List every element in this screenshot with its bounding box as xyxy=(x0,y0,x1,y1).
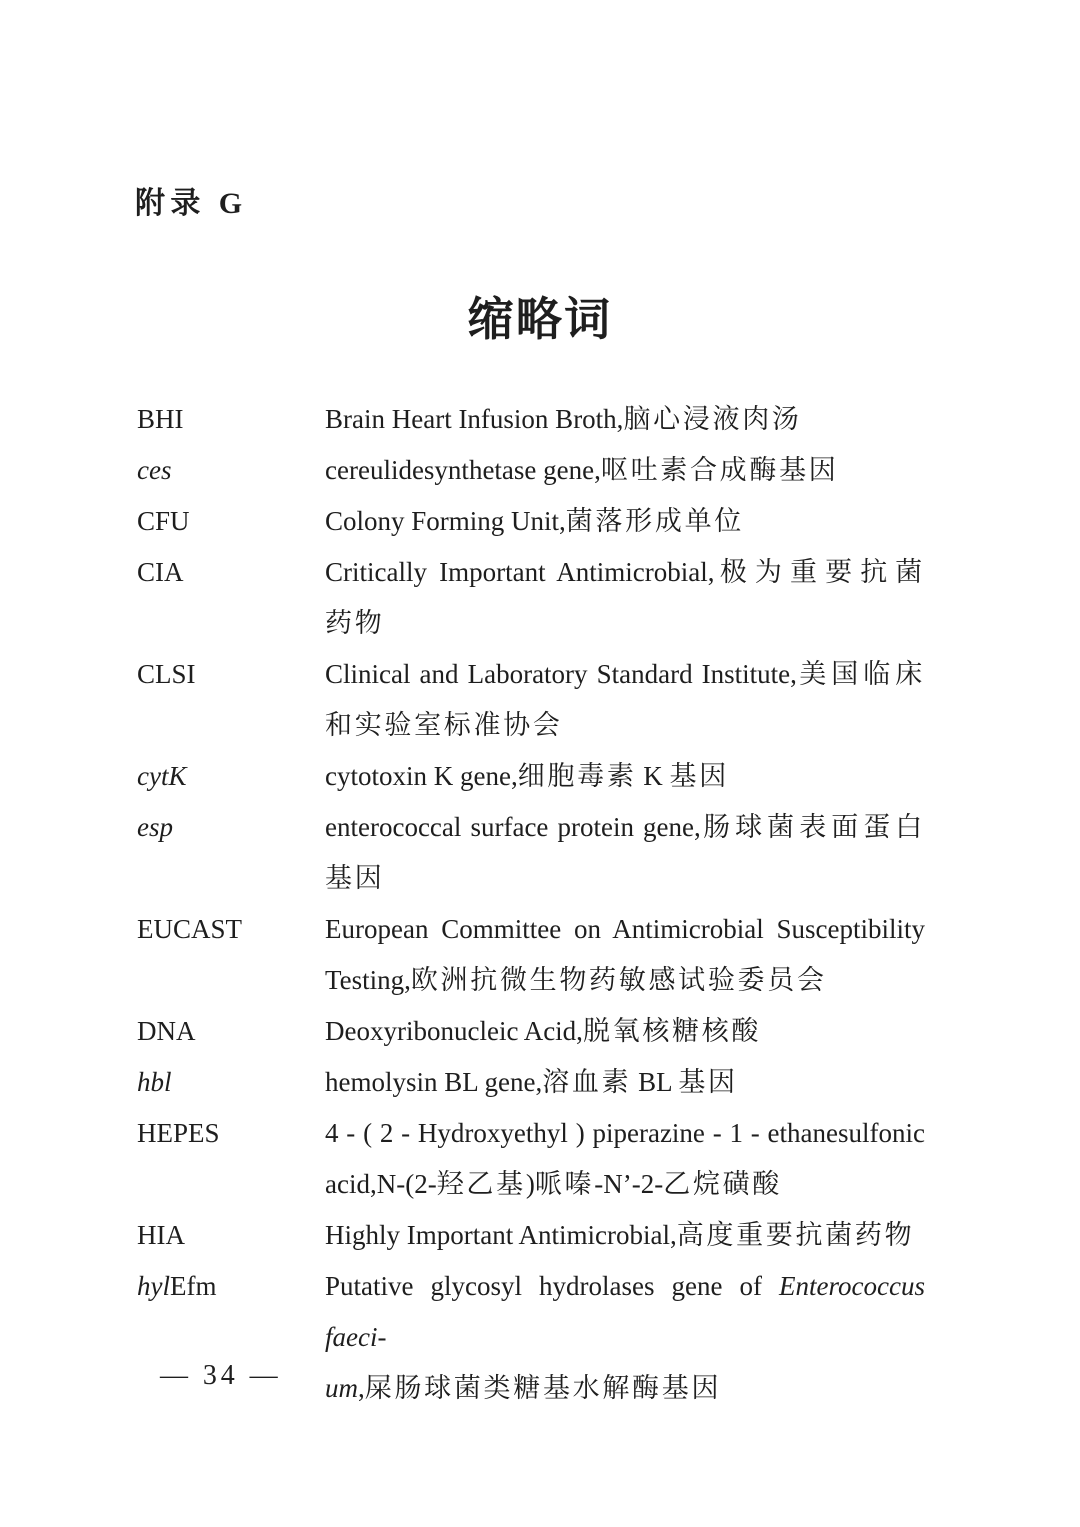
text-segment: 高度重要抗菌药物 xyxy=(676,1220,915,1250)
text-segment: Efm xyxy=(170,1271,217,1301)
abbr-definition xyxy=(325,496,925,547)
text-segment: cytK xyxy=(137,761,187,791)
abbr-term xyxy=(137,547,325,598)
definition-line xyxy=(325,700,925,751)
text-segment: DNA xyxy=(137,1016,196,1046)
text-segment: CLSI xyxy=(137,659,196,689)
abbr-term xyxy=(137,1108,325,1159)
abbr-term xyxy=(137,1006,325,1057)
text-segment: EUCAST xyxy=(137,914,243,944)
text-segment: acid,N-(2- xyxy=(325,1169,437,1199)
text-segment: 极为重要抗菌 xyxy=(714,557,925,587)
text-segment: 药物 xyxy=(325,608,385,638)
abbr-term xyxy=(137,649,325,700)
page-title: 缩略词 xyxy=(467,294,613,345)
abbr-definition xyxy=(325,394,925,445)
text-segment: esp xyxy=(137,812,173,842)
text-segment: 美国临床 xyxy=(796,659,925,689)
definition-line xyxy=(325,598,925,649)
text-segment: 基因 xyxy=(325,863,385,893)
text-segment: -N’-2- xyxy=(594,1169,664,1199)
definition-line xyxy=(325,394,925,445)
text-segment: 4 - ( 2 - Hydroxyethyl ) piperazine - 1 - ethanesulfonic xyxy=(325,1118,925,1148)
appendix-label: 附录 G xyxy=(135,187,248,220)
abbr-term xyxy=(137,904,325,955)
abbr-entry xyxy=(137,547,925,649)
text-segment: hbl xyxy=(137,1067,172,1097)
text-segment: HEPES xyxy=(137,1118,220,1148)
abbr-definition xyxy=(325,1210,925,1261)
definition-line xyxy=(325,496,925,547)
abbr-list xyxy=(137,394,925,1414)
abbr-entry xyxy=(137,496,925,547)
abbr-definition xyxy=(325,1261,925,1414)
definition-line xyxy=(325,1363,925,1414)
definition-line xyxy=(325,1210,925,1261)
abbr-entry xyxy=(137,1108,925,1210)
text-segment: ) xyxy=(525,1169,535,1199)
abbr-definition xyxy=(325,547,925,649)
text-segment: , xyxy=(358,1373,365,1403)
abbr-term xyxy=(137,751,325,802)
abbr-definition xyxy=(325,802,925,904)
text-segment: Brain Heart Infusion Broth, xyxy=(325,404,624,434)
abbr-term xyxy=(137,496,325,547)
definition-line xyxy=(325,751,925,802)
abbr-definition xyxy=(325,649,925,751)
text-segment: 欧洲抗微生物药敏感试验委员会 xyxy=(410,965,827,995)
text-segment: BHI xyxy=(137,404,184,434)
text-segment: enterococcal surface protein gene, xyxy=(325,812,701,842)
definition-line xyxy=(325,955,925,1006)
text-segment: 溶血素 xyxy=(542,1067,632,1097)
definition-line xyxy=(325,1006,925,1057)
abbr-definition xyxy=(325,751,925,802)
abbr-term xyxy=(137,1261,325,1312)
abbr-entry xyxy=(137,445,925,496)
text-segment: cytotoxin K gene, xyxy=(325,761,518,791)
abbr-entry xyxy=(137,904,925,1006)
text-segment: cereulidesynthetase gene, xyxy=(325,455,601,485)
text-segment: hyl xyxy=(137,1271,170,1301)
text-segment: 哌嗪 xyxy=(534,1169,595,1199)
abbr-term xyxy=(137,1057,325,1108)
text-segment: K xyxy=(636,761,670,791)
text-segment: Critically Important Antimicrobial, xyxy=(325,557,715,587)
text-segment: Clinical and Laboratory Standard Institute, xyxy=(325,659,797,689)
text-segment: 基因 xyxy=(678,1067,738,1097)
definition-line xyxy=(325,1261,925,1363)
text-segment: CFU xyxy=(137,506,190,536)
abbr-entry xyxy=(137,649,925,751)
text-segment: Enterococcus faeci- xyxy=(325,1271,925,1352)
abbr-term xyxy=(137,1210,325,1261)
text-segment: ces xyxy=(137,455,172,485)
definition-line xyxy=(325,1057,925,1108)
abbr-entry xyxy=(137,394,925,445)
text-segment: 菌落形成单位 xyxy=(565,506,744,536)
text-segment: Putative glycosyl hydrolases gene of xyxy=(325,1271,780,1301)
text-segment: Deoxyribonucleic Acid, xyxy=(325,1016,583,1046)
text-segment: European Committee on Antimicrobial Susceptibility xyxy=(325,914,925,944)
abbr-entry xyxy=(137,802,925,904)
text-segment: Colony Forming Unit, xyxy=(325,506,566,536)
text-segment: 肠球菌表面蛋白 xyxy=(700,812,925,842)
definition-line xyxy=(325,904,925,955)
abbr-entry xyxy=(137,1057,925,1108)
text-segment: 脑心浸液肉汤 xyxy=(623,404,802,434)
text-segment: CIA xyxy=(137,557,184,587)
text-segment: 呕吐素合成酶基因 xyxy=(600,455,839,485)
abbr-entry xyxy=(137,751,925,802)
text-segment: 乙烷磺酸 xyxy=(663,1169,782,1199)
text-segment: 基因 xyxy=(669,761,729,791)
definition-line xyxy=(325,802,925,853)
abbr-term xyxy=(137,802,325,853)
definition-line xyxy=(325,1108,925,1159)
definition-line xyxy=(325,853,925,904)
abbr-term xyxy=(137,445,325,496)
abbr-definition xyxy=(325,904,925,1006)
abbr-definition xyxy=(325,1108,925,1210)
abbr-definition xyxy=(325,1057,925,1108)
definition-line xyxy=(325,445,925,496)
text-segment: 和实验室标准协会 xyxy=(325,710,563,740)
text-segment: 细胞毒素 xyxy=(517,761,637,791)
text-segment: Testing, xyxy=(325,965,411,995)
text-segment: HIA xyxy=(137,1220,185,1250)
abbr-term xyxy=(137,394,325,445)
page-number: — 34 — xyxy=(160,1360,282,1391)
text-segment: hemolysin BL gene, xyxy=(325,1067,543,1097)
text-segment: 羟乙基 xyxy=(436,1169,526,1199)
text-segment: um xyxy=(325,1373,358,1403)
abbr-definition xyxy=(325,1006,925,1057)
abbr-entry xyxy=(137,1210,925,1261)
abbr-entry xyxy=(137,1006,925,1057)
text-segment: 脱氧核糖核酸 xyxy=(582,1016,762,1046)
definition-line xyxy=(325,1159,925,1210)
definition-line xyxy=(325,547,925,598)
abbr-definition xyxy=(325,445,925,496)
definition-line xyxy=(325,649,925,700)
text-segment: BL xyxy=(631,1067,679,1097)
text-segment: Highly Important Antimicrobial, xyxy=(325,1220,677,1250)
text-segment: 屎肠球菌类糖基水解酶基因 xyxy=(364,1373,722,1403)
